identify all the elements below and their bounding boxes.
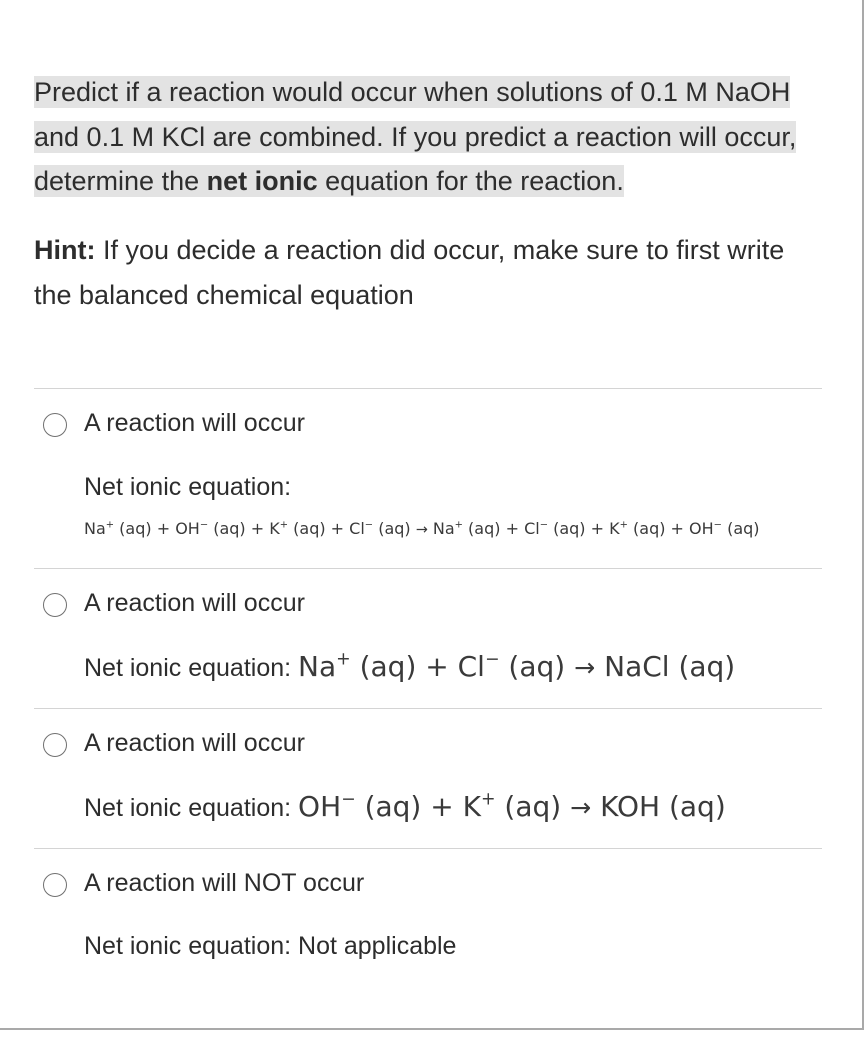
option-1-equation	[84, 519, 760, 538]
equation-term: (aq) + Cl	[350, 650, 485, 683]
charge-superscript: −	[341, 789, 356, 810]
equation-term: (aq) + K	[355, 790, 481, 823]
option-1-label[interactable]: A reaction will occur	[84, 409, 305, 437]
option-3-eq-line	[84, 790, 726, 823]
charge-superscript: −	[364, 519, 374, 531]
option-divider	[34, 388, 822, 389]
hint-body: If you decide a reaction did occur, make sure to first write the balanced chemical equation	[34, 235, 785, 310]
equation-term: Na	[298, 650, 337, 683]
equation-term: (aq)	[373, 519, 416, 538]
equation-term: (aq) + Cl	[288, 519, 365, 538]
equation-term: (aq) + OH	[114, 519, 200, 538]
question-text-before: Predict if a reaction would occur when solutions of 0.1 M NaOH and 0.1 M KCl are combined. If you predict a reaction will occur, determine the	[34, 77, 797, 196]
option-3-eq-prefix: Net ionic equation:	[84, 794, 299, 822]
option-4-label[interactable]: A reaction will NOT occur	[84, 869, 365, 897]
charge-superscript: +	[454, 519, 463, 531]
question-text-after: equation for the reaction.	[317, 166, 624, 196]
equation-term: OH	[298, 790, 342, 823]
hint-text	[34, 228, 824, 318]
option-2-equation	[298, 650, 735, 683]
equation-term: Na	[84, 519, 106, 538]
option-divider	[34, 568, 822, 569]
option-2-label[interactable]: A reaction will occur	[84, 589, 305, 617]
charge-superscript: −	[199, 519, 209, 531]
equation-term: Na	[427, 519, 455, 538]
option-3-label[interactable]: A reaction will occur	[84, 729, 305, 757]
equation-term: NaCl (aq)	[595, 650, 736, 683]
equation-term: KOH (aq)	[591, 790, 726, 823]
reaction-arrow: →	[574, 653, 596, 682]
option-4-radio[interactable]	[43, 873, 67, 897]
option-2-radio[interactable]	[43, 593, 67, 617]
equation-term: (aq) + Cl	[462, 519, 540, 538]
option-2-eq-line	[84, 650, 735, 683]
option-2-eq-prefix: Net ionic equation:	[84, 654, 299, 682]
reaction-arrow: →	[570, 793, 592, 822]
equation-term: (aq) + K	[208, 519, 280, 538]
charge-superscript: +	[105, 519, 115, 531]
charge-superscript: −	[713, 519, 722, 531]
charge-superscript: +	[279, 519, 289, 531]
question-text	[34, 70, 824, 204]
option-divider	[34, 708, 822, 709]
question-bold: net ionic	[206, 166, 318, 196]
option-4-eq-prefix: Net ionic equation: Not applicable	[84, 932, 457, 960]
equation-term: (aq) + OH	[627, 519, 714, 538]
option-1-radio[interactable]	[43, 413, 67, 437]
option-3-radio[interactable]	[43, 733, 67, 757]
charge-superscript: +	[480, 789, 496, 810]
reaction-arrow: →	[415, 522, 428, 538]
charge-superscript: +	[619, 519, 628, 531]
option-1-eq-prefix: Net ionic equation:	[84, 473, 292, 501]
option-3-equation	[298, 790, 726, 823]
charge-superscript: −	[484, 649, 500, 670]
charge-superscript: −	[539, 519, 549, 531]
option-divider	[34, 848, 822, 849]
equation-term: (aq)	[499, 650, 575, 683]
equation-term: (aq) + K	[548, 519, 620, 538]
equation-term: (aq)	[495, 790, 571, 823]
hint-label: Hint:	[34, 235, 96, 265]
equation-term: (aq)	[721, 519, 760, 538]
charge-superscript: +	[336, 649, 351, 670]
